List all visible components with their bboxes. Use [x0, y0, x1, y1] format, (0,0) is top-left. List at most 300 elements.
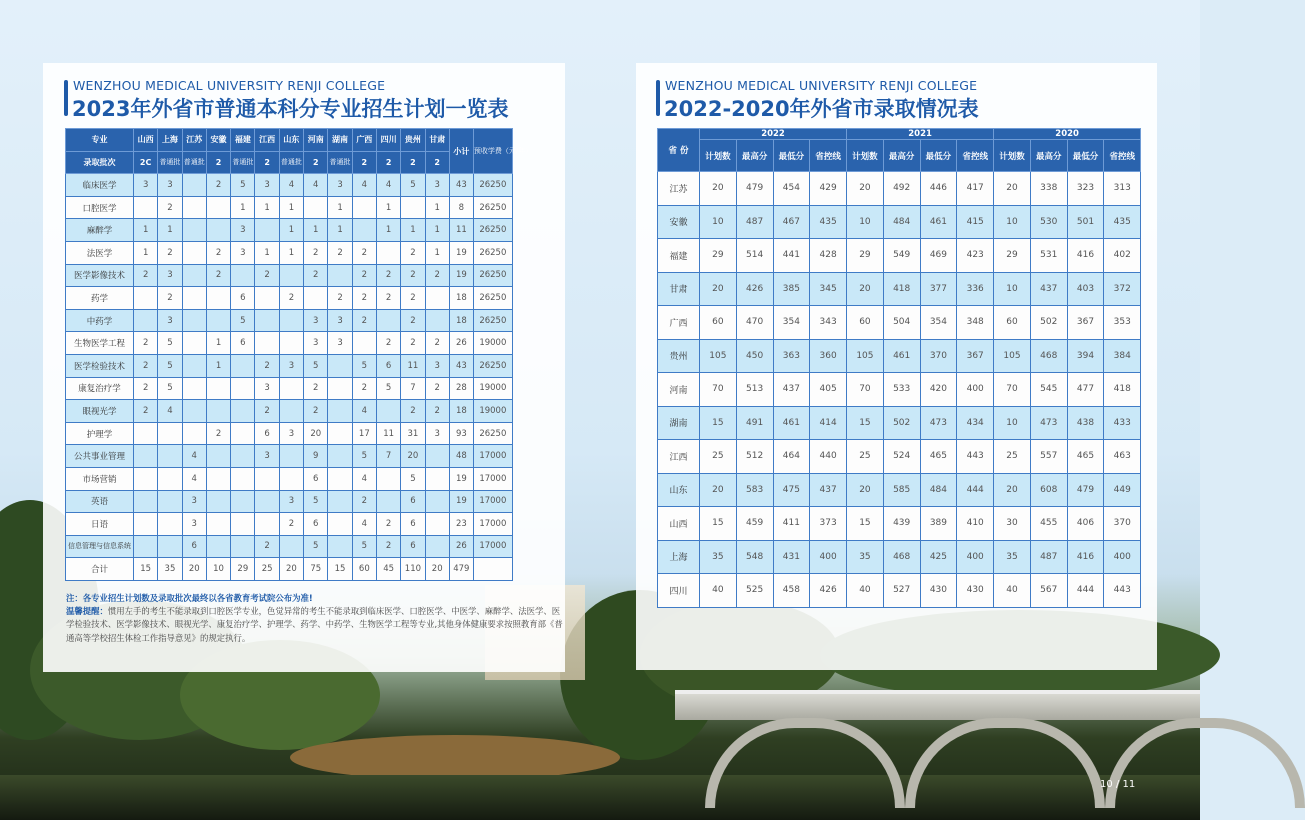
plan-count: 3: [304, 332, 328, 355]
subtotal: 18: [449, 287, 473, 310]
plan-count: [425, 445, 449, 468]
plan-count: 1: [134, 219, 158, 242]
tip-label: 温馨提醒：: [66, 606, 108, 617]
plan-count: [206, 377, 230, 400]
plan-count: [328, 264, 352, 287]
header-fee: 预收学费（元/年）: [473, 129, 512, 174]
score-value: 464: [773, 440, 810, 474]
score-value: 25: [847, 440, 884, 474]
header-metric: 计划数: [847, 140, 884, 172]
score-value: 557: [1030, 440, 1067, 474]
score-value: 29: [847, 239, 884, 273]
plan-count: [134, 467, 158, 490]
plan-count: [279, 535, 303, 558]
plan-count: 2: [206, 174, 230, 197]
major-name: 英语: [66, 490, 134, 513]
total-count: 20: [279, 558, 303, 581]
plan-count: 2: [328, 241, 352, 264]
table-row: [66, 354, 513, 377]
plan-count: [328, 422, 352, 445]
plan-count: 2: [206, 241, 230, 264]
score-value: 348: [957, 306, 994, 340]
plan-count: 2: [279, 513, 303, 536]
score-value: 35: [700, 540, 737, 574]
score-value: 367: [1067, 306, 1104, 340]
plan-count: [231, 354, 255, 377]
subtotal: 26: [449, 535, 473, 558]
plan-count: [206, 513, 230, 536]
score-value: 403: [1067, 272, 1104, 306]
table-row: [66, 513, 513, 536]
plan-count: 5: [376, 377, 400, 400]
header-batch-value: 2: [206, 151, 230, 174]
plan-count: 1: [279, 241, 303, 264]
plan-count: 3: [425, 354, 449, 377]
plan-count: [158, 490, 182, 513]
score-value: 394: [1067, 339, 1104, 373]
score-value: 360: [810, 339, 847, 373]
plan-count: [134, 196, 158, 219]
plan-count: 4: [376, 174, 400, 197]
plan-count: [134, 535, 158, 558]
score-value: 10: [994, 205, 1031, 239]
plan-count: 6: [376, 354, 400, 377]
major-name: 法医学: [66, 241, 134, 264]
table-row: [658, 339, 1141, 373]
score-value: 463: [1104, 440, 1141, 474]
table-row: [66, 467, 513, 490]
plan-count: 5: [231, 309, 255, 332]
table-row: [658, 306, 1141, 340]
table-row: [658, 540, 1141, 574]
header-subtotal: 小计: [449, 129, 473, 174]
header-province: 河南: [304, 129, 328, 152]
header-metric: 最低分: [1067, 140, 1104, 172]
plan-count: [182, 287, 206, 310]
header-metric: 最高分: [736, 140, 773, 172]
plan-count: 2: [304, 264, 328, 287]
score-value: 567: [1030, 574, 1067, 608]
plan-count: [182, 400, 206, 423]
score-value: 70: [847, 373, 884, 407]
province-name: 江苏: [658, 172, 700, 206]
subtotal: 8: [449, 196, 473, 219]
province-name: 江西: [658, 440, 700, 474]
score-value: 504: [883, 306, 920, 340]
score-value: 389: [920, 507, 957, 541]
header-metric: 最低分: [920, 140, 957, 172]
plan-count: [231, 445, 255, 468]
score-value: 35: [994, 540, 1031, 574]
score-value: 410: [957, 507, 994, 541]
plan-count: [425, 287, 449, 310]
plan-count: [425, 513, 449, 536]
score-value: 501: [1067, 205, 1104, 239]
score-value: 449: [1104, 473, 1141, 507]
plan-count: 5: [304, 354, 328, 377]
score-value: 548: [736, 540, 773, 574]
score-value: 405: [810, 373, 847, 407]
score-value: 10: [700, 205, 737, 239]
plan-count: [206, 309, 230, 332]
province-name: 山西: [658, 507, 700, 541]
table-row: [66, 422, 513, 445]
plan-count: [376, 241, 400, 264]
total-subtotal: 479: [449, 558, 473, 581]
plan-count: 20: [401, 445, 425, 468]
header-batch-value: 普通批: [182, 151, 206, 174]
plan-count: 31: [401, 422, 425, 445]
table-row: [658, 406, 1141, 440]
plan-count: 2: [425, 264, 449, 287]
score-value: 70: [994, 373, 1031, 407]
plan-count: 6: [255, 422, 279, 445]
score-value: 10: [847, 205, 884, 239]
score-value: 461: [773, 406, 810, 440]
score-value: 426: [736, 272, 773, 306]
fee: 26250: [473, 241, 512, 264]
table-row: [658, 440, 1141, 474]
plan-count: 2: [401, 332, 425, 355]
score-value: 385: [773, 272, 810, 306]
plan-count: 4: [182, 445, 206, 468]
plan-count: 2: [352, 309, 376, 332]
plan-count: [231, 377, 255, 400]
score-value: 416: [1067, 239, 1104, 273]
subtotal: 18: [449, 400, 473, 423]
major-name: 日语: [66, 513, 134, 536]
major-name: 眼视光学: [66, 400, 134, 423]
plan-count: 2: [376, 513, 400, 536]
table-row: [66, 174, 513, 197]
score-value: 30: [994, 507, 1031, 541]
province-name: 甘肃: [658, 272, 700, 306]
plan-count: [352, 219, 376, 242]
plan-count: 1: [255, 241, 279, 264]
plan-count: 3: [255, 377, 279, 400]
header-metric: 最低分: [773, 140, 810, 172]
page-title: 2023年外省市普通本科分专业招生计划一览表: [72, 97, 509, 121]
score-value: 323: [1067, 172, 1104, 206]
total-count: 15: [328, 558, 352, 581]
plan-count: 2: [425, 377, 449, 400]
header-metric: 最高分: [883, 140, 920, 172]
plan-count: 1: [425, 219, 449, 242]
score-value: 428: [810, 239, 847, 273]
subtotal: 28: [449, 377, 473, 400]
plan-count: [231, 513, 255, 536]
score-value: 35: [847, 540, 884, 574]
table-row: [66, 264, 513, 287]
header-sub-row: [658, 140, 1141, 172]
score-value: 514: [736, 239, 773, 273]
header-metric: 省控线: [957, 140, 994, 172]
header-province: 贵州: [401, 129, 425, 152]
table-row: [658, 205, 1141, 239]
plan-count: [231, 467, 255, 490]
province-name: 广西: [658, 306, 700, 340]
header-province: 福建: [231, 129, 255, 152]
note-text: 注：各专业招生计划数及录取批次最终以各省教育考试院公布为准!: [66, 593, 313, 603]
subtotal: 11: [449, 219, 473, 242]
plan-count: 2: [352, 241, 376, 264]
plan-count: 5: [401, 467, 425, 490]
plan-count: [182, 174, 206, 197]
score-value: 20: [700, 172, 737, 206]
plan-count: 1: [279, 196, 303, 219]
header-metric: 省控线: [1104, 140, 1141, 172]
plan-count: [279, 377, 303, 400]
total-count: 10: [206, 558, 230, 581]
score-value: 105: [994, 339, 1031, 373]
fee: 26250: [473, 309, 512, 332]
header-province: 湖南: [328, 129, 352, 152]
score-value: 465: [1067, 440, 1104, 474]
page-number: 10 / 11: [1100, 779, 1136, 790]
total-count: 75: [304, 558, 328, 581]
plan-count: 2: [425, 400, 449, 423]
table-row: [658, 507, 1141, 541]
score-value: 363: [773, 339, 810, 373]
plan-count: [231, 535, 255, 558]
plan-count: [206, 287, 230, 310]
score-value: 40: [994, 574, 1031, 608]
header-year-row: [658, 129, 1141, 140]
plan-count: 3: [158, 264, 182, 287]
score-value: 435: [1104, 205, 1141, 239]
header-batch-value: 2: [401, 151, 425, 174]
plan-count: 6: [304, 513, 328, 536]
score-value: 475: [773, 473, 810, 507]
table-row: [66, 445, 513, 468]
score-value: 400: [1104, 540, 1141, 574]
plan-count: [134, 445, 158, 468]
plan-count: 3: [134, 174, 158, 197]
plan-count: 5: [158, 332, 182, 355]
score-value: 435: [810, 205, 847, 239]
score-value: 479: [1067, 473, 1104, 507]
major-name: 中药学: [66, 309, 134, 332]
score-value: 438: [1067, 406, 1104, 440]
plan-count: [255, 513, 279, 536]
header-metric: 省控线: [810, 140, 847, 172]
plan-count: 5: [304, 490, 328, 513]
fee: 17000: [473, 535, 512, 558]
plan-count: 3: [255, 445, 279, 468]
plan-count: 1: [279, 219, 303, 242]
header-major: 专业: [66, 129, 134, 152]
plan-count: 4: [352, 174, 376, 197]
total-count: 35: [158, 558, 182, 581]
plan-count: [158, 445, 182, 468]
total-count: 60: [352, 558, 376, 581]
plan-count: [328, 354, 352, 377]
score-value: 354: [773, 306, 810, 340]
total-count: 29: [231, 558, 255, 581]
plan-count: [206, 467, 230, 490]
province-name: 安徽: [658, 205, 700, 239]
plan-count: 17: [352, 422, 376, 445]
total-label: 合计: [66, 558, 134, 581]
plan-count: 3: [279, 422, 303, 445]
score-value: 437: [810, 473, 847, 507]
plan-count: 3: [158, 174, 182, 197]
score-value: 545: [1030, 373, 1067, 407]
score-value: 443: [957, 440, 994, 474]
plan-count: 1: [206, 332, 230, 355]
plan-count: 3: [279, 490, 303, 513]
score-value: 400: [957, 373, 994, 407]
score-value: 441: [773, 239, 810, 273]
fee: 17000: [473, 513, 512, 536]
notes: [66, 592, 566, 645]
fee: 19000: [473, 377, 512, 400]
plan-count: 7: [376, 445, 400, 468]
plan-count: [231, 264, 255, 287]
plan-count: [255, 490, 279, 513]
total-count: 45: [376, 558, 400, 581]
plan-count: [255, 287, 279, 310]
plan-count: 3: [158, 309, 182, 332]
score-value: 367: [957, 339, 994, 373]
province-name: 上海: [658, 540, 700, 574]
score-value: 25: [994, 440, 1031, 474]
header-metric: 最高分: [1030, 140, 1067, 172]
plan-count: 5: [352, 535, 376, 558]
total-count: 20: [425, 558, 449, 581]
header-metric: 计划数: [700, 140, 737, 172]
score-value: 343: [810, 306, 847, 340]
plan-count: 2: [376, 332, 400, 355]
plan-count: 2: [376, 287, 400, 310]
plan-count: [255, 219, 279, 242]
plan-count: [134, 309, 158, 332]
score-value: 437: [773, 373, 810, 407]
header-province: 四川: [376, 129, 400, 152]
plan-count: 4: [182, 467, 206, 490]
score-value: 372: [1104, 272, 1141, 306]
header-year: 2021: [847, 129, 994, 140]
plan-count: 1: [401, 219, 425, 242]
table-row: [66, 219, 513, 242]
table-row: [66, 535, 513, 558]
table-row: [658, 574, 1141, 608]
plan-count: 2: [158, 196, 182, 219]
subtotal: 19: [449, 264, 473, 287]
plan-count: [182, 354, 206, 377]
score-value: 549: [883, 239, 920, 273]
plan-count: 2: [206, 264, 230, 287]
plan-count: [328, 467, 352, 490]
plan-count: 1: [231, 196, 255, 219]
plan-count: 4: [352, 467, 376, 490]
plan-count: 5: [158, 354, 182, 377]
score-value: 533: [883, 373, 920, 407]
plan-count: 5: [352, 445, 376, 468]
plan-count: [231, 422, 255, 445]
plan-count: 1: [304, 219, 328, 242]
score-value: 585: [883, 473, 920, 507]
subtotal: 43: [449, 354, 473, 377]
plan-count: 3: [231, 241, 255, 264]
subtotal: 19: [449, 467, 473, 490]
header-batch: 录取批次: [66, 151, 134, 174]
plan-count: 5: [304, 535, 328, 558]
table-row: [658, 239, 1141, 273]
score-value: 20: [847, 272, 884, 306]
score-value: 338: [1030, 172, 1067, 206]
score-value: 384: [1104, 339, 1141, 373]
plan-count: 2: [352, 287, 376, 310]
plan-count: [134, 490, 158, 513]
admission-scores-table: [657, 128, 1141, 608]
plan-count: 2: [352, 377, 376, 400]
plan-count: 3: [328, 332, 352, 355]
major-name: 医学检验技术: [66, 354, 134, 377]
college-name-en: WENZHOU MEDICAL UNIVERSITY RENJI COLLEGE: [73, 78, 386, 93]
plan-count: [425, 535, 449, 558]
header-province: 甘肃: [425, 129, 449, 152]
subtotal: 93: [449, 422, 473, 445]
score-value: 20: [847, 172, 884, 206]
fee: 26250: [473, 287, 512, 310]
plan-count: [255, 332, 279, 355]
score-value: 446: [920, 172, 957, 206]
score-value: 345: [810, 272, 847, 306]
plan-count: [352, 196, 376, 219]
plan-count: 1: [328, 219, 352, 242]
province-name: 河南: [658, 373, 700, 407]
score-value: 430: [920, 574, 957, 608]
plan-count: [158, 513, 182, 536]
score-value: 444: [1067, 574, 1104, 608]
plan-count: 2: [401, 241, 425, 264]
plan-count: 4: [158, 400, 182, 423]
plan-count: 5: [231, 174, 255, 197]
plan-count: 4: [279, 174, 303, 197]
plan-count: 2: [134, 332, 158, 355]
plan-count: [158, 422, 182, 445]
score-value: 458: [773, 574, 810, 608]
subtotal: 19: [449, 241, 473, 264]
plan-count: [328, 445, 352, 468]
plan-count: 6: [401, 490, 425, 513]
score-value: 512: [736, 440, 773, 474]
title-accent-bar: [656, 80, 660, 116]
table-row: [66, 377, 513, 400]
score-value: 477: [1067, 373, 1104, 407]
plan-count: [425, 490, 449, 513]
score-value: 336: [957, 272, 994, 306]
score-value: 420: [920, 373, 957, 407]
header-batch-value: 普通批: [279, 151, 303, 174]
plan-count: 2: [304, 377, 328, 400]
score-value: 353: [1104, 306, 1141, 340]
header-province: 广西: [352, 129, 376, 152]
header-batch-value: 2C: [134, 151, 158, 174]
score-value: 60: [994, 306, 1031, 340]
score-value: 373: [810, 507, 847, 541]
score-value: 417: [957, 172, 994, 206]
plan-count: [206, 219, 230, 242]
plan-count: 2: [158, 287, 182, 310]
plan-count: [134, 287, 158, 310]
subtotal: 23: [449, 513, 473, 536]
score-value: 484: [920, 473, 957, 507]
plan-count: [328, 513, 352, 536]
table-row: [66, 241, 513, 264]
table-row: [66, 490, 513, 513]
